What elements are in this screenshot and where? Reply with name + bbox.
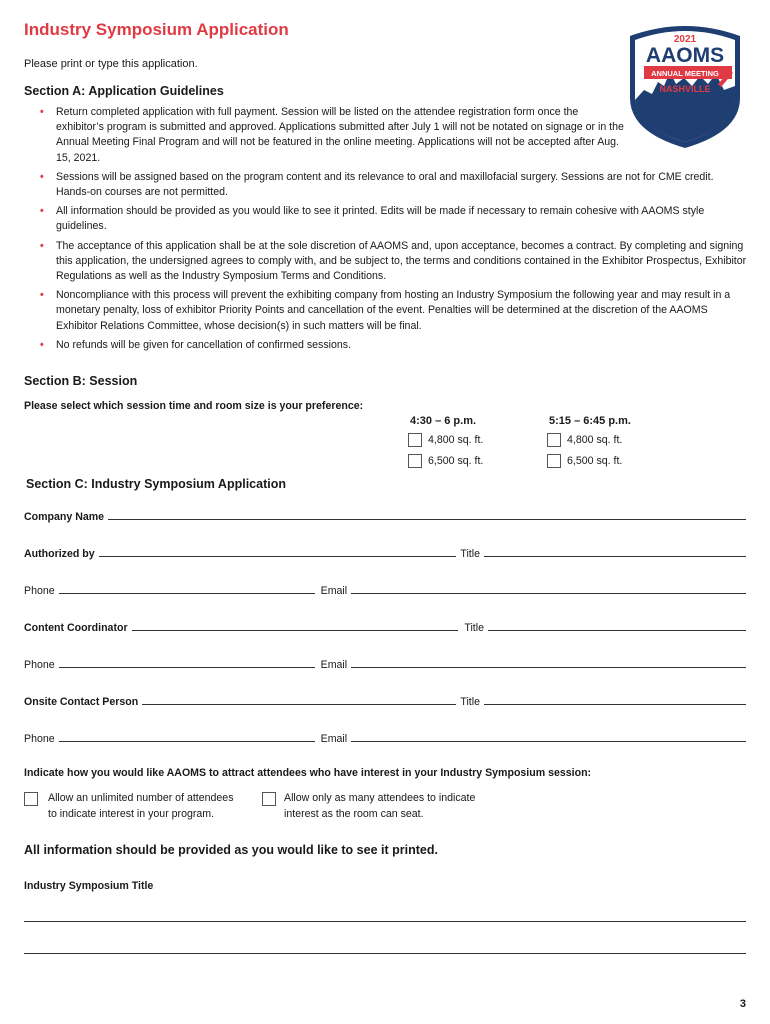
slot-time-2: 5:15 – 6:45 p.m. (549, 415, 631, 427)
input-line[interactable] (108, 519, 746, 520)
input-line[interactable] (59, 667, 315, 668)
option-room-capacity[interactable] (262, 790, 475, 822)
bullet-icon: • (40, 170, 44, 183)
input-line[interactable] (59, 741, 315, 742)
input-line[interactable] (484, 704, 746, 705)
checkbox[interactable] (547, 454, 561, 468)
field-label: Authorized by (24, 548, 95, 560)
logo-event: ANNUAL MEETING (651, 69, 719, 78)
field-label: Email (320, 585, 348, 597)
field-label: Email (320, 733, 348, 745)
checkbox[interactable] (408, 433, 422, 447)
guideline-text: The acceptance of this application shall be at the sole discretion of AAOMS and, upon acceptance, becomes a contract. By completing and signing this application, the undersigned agrees to comply with, and be subject to, the terms and conditions contained in the Exhibitor Prospectus, Exhibitor Regulations as well as the Industry Symposium Terms and Conditions. (56, 239, 747, 283)
bullet-icon: • (40, 106, 44, 118)
bullet-icon: • (40, 289, 44, 302)
input-line[interactable] (132, 630, 459, 631)
logo-city: NASHVILLE (659, 84, 711, 94)
phone-email-row-1 (24, 581, 746, 597)
phone-email-row-3 (24, 729, 746, 745)
company-name-field[interactable] (24, 507, 746, 523)
input-line[interactable] (488, 630, 746, 631)
option-label: 6,500 sq. ft. (428, 455, 484, 467)
bullet-icon: • (40, 338, 44, 351)
onsite-contact-row (24, 692, 746, 708)
field-label: Phone (24, 733, 55, 745)
field-label: Title (460, 548, 480, 560)
list-item (24, 288, 748, 334)
checkbox[interactable] (547, 433, 561, 447)
list-item (24, 204, 748, 234)
field-label: Phone (24, 585, 55, 597)
field-label: Onsite Contact Person (24, 696, 139, 708)
input-line[interactable] (99, 556, 457, 557)
option-unlimited-attendees[interactable] (24, 790, 234, 822)
field-label: Company Name (24, 511, 105, 523)
input-line[interactable] (351, 667, 746, 668)
content-coordinator-row (24, 618, 746, 634)
authorized-by-row (24, 544, 746, 560)
section-b-heading: Section B: Session (24, 374, 138, 388)
list-item (24, 170, 748, 200)
section-c-heading: Section C: Industry Symposium Application (26, 477, 286, 491)
instruction-text: Please print or type this application. (24, 58, 198, 70)
input-line[interactable] (351, 593, 746, 594)
attract-prompt: Indicate how you would like AAOMS to attract attendees who have interest in your Industry Symposium session: (24, 767, 592, 779)
session-prompt: Please select which session time and room size is your preference: (24, 400, 364, 412)
field-label: Phone (24, 659, 55, 671)
slot1-option-4800[interactable] (408, 433, 483, 447)
input-line[interactable] (484, 556, 746, 557)
checkbox[interactable] (408, 454, 422, 468)
symposium-title-line-2[interactable] (24, 953, 746, 954)
logo-name: AAOMS (645, 44, 725, 67)
option-label: 4,800 sq. ft. (428, 434, 484, 446)
phone-email-row-2 (24, 655, 746, 671)
section-a-heading: Section A: Application Guidelines (24, 84, 224, 98)
page-number: 3 (739, 998, 746, 1010)
slot2-option-6500[interactable] (547, 454, 622, 468)
field-label: Title (460, 696, 480, 708)
option-label: Allow only as many attendees to indicate (284, 792, 476, 804)
bullet-icon: • (40, 205, 44, 218)
page-title: Industry Symposium Application (24, 20, 289, 39)
checkbox[interactable] (24, 792, 38, 806)
list-item (24, 239, 748, 285)
field-label: Title (464, 622, 484, 634)
field-label: Email (320, 659, 348, 671)
bullet-icon: • (40, 239, 44, 252)
guideline-text: Return completed application with full payment. Session will be listed on the attendee registration form once the exhibitor’s program is submitted and approved. Applications submitted after July 1 will not be notated on signage or in the Annual Meeting Final Program and will not be featured in the online meeting. Applications will not be accepted after Aug. 15, 2021. (56, 106, 624, 164)
guidelines-list (24, 105, 748, 357)
input-line[interactable] (59, 593, 315, 594)
field-label: Content Coordinator (24, 622, 128, 634)
print-note: All information should be provided as you would like to see it printed. (24, 843, 438, 857)
option-label: interest as the room can seat. (284, 808, 424, 820)
checkbox[interactable] (262, 792, 276, 806)
guideline-text: Noncompliance with this process will prevent the exhibiting company from hosting an Industry Symposium the following year and may result in a monetary penalty, loss of exhibitor Priority Points and cancellation of the event. Penalties will be determined at the discretion of the AAOMS Exhibitor Relations Committee, whose decision(s) in such matters will be final. (56, 289, 731, 332)
option-label: 4,800 sq. ft. (567, 434, 623, 446)
option-label: 6,500 sq. ft. (567, 455, 623, 467)
symposium-title-line-1[interactable] (24, 921, 746, 922)
guideline-text: Sessions will be assigned based on the program content and its relevance to oral and maxillofacial surgery. Sessions are not for CME credit. Hands-on courses are not permitted. (56, 170, 714, 199)
input-line[interactable] (142, 704, 456, 705)
slot2-option-4800[interactable] (547, 433, 622, 447)
symposium-title-label: Industry Symposium Title (24, 880, 154, 892)
option-label: Allow an unlimited number of attendees (48, 792, 234, 804)
input-line[interactable] (351, 741, 746, 742)
list-item (24, 338, 748, 353)
logo-year: 2021 (673, 34, 697, 45)
guideline-text: All information should be provided as you would like to see it printed. Edits will be made if necessary to remain cohesive with AAOMS style guidelines. (56, 205, 705, 233)
slot-time-1: 4:30 – 6 p.m. (410, 415, 477, 427)
guideline-text: No refunds will be given for cancellation of confirmed sessions. (56, 338, 352, 351)
list-item (24, 105, 748, 166)
option-label: to indicate interest in your program. (48, 808, 215, 820)
slot1-option-6500[interactable] (408, 454, 483, 468)
